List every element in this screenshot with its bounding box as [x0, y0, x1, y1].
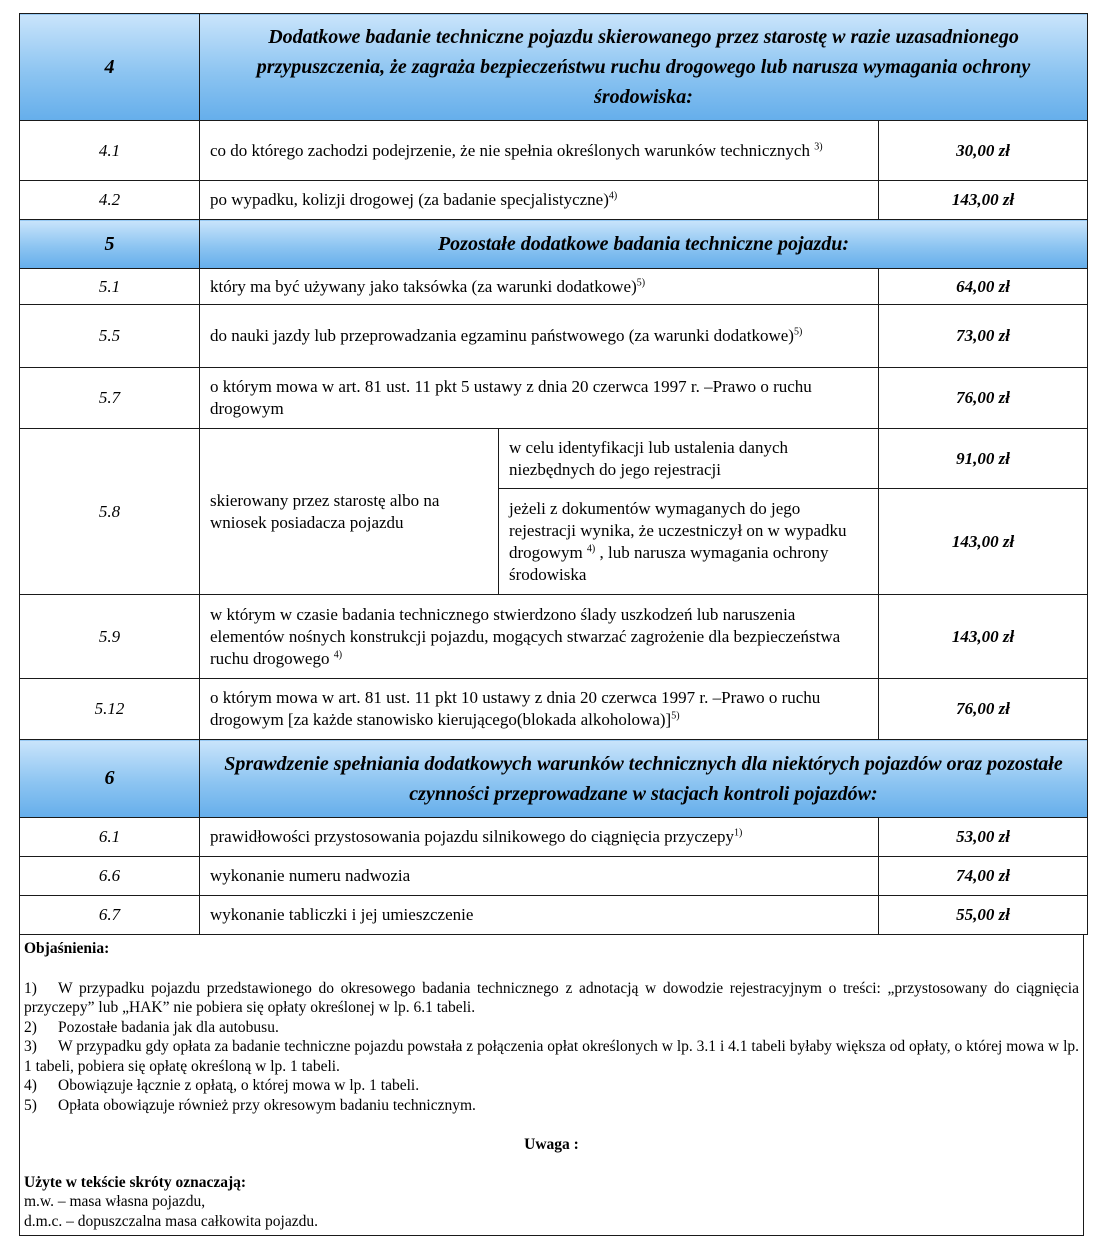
footnote-ref: 1)	[734, 827, 743, 839]
footnote-ref: 3)	[814, 140, 823, 152]
note-item: 1) W przypadku pojazdu przedstawionego do okresowego badania technicznego z adnotacją w dowodzie rejestracyjnym o treści: „przystosowany do ciągnięcia przyczepy” lub „HAK” nie pobiera się opłaty określonej w lp. 6.1 tabeli.	[24, 979, 1079, 1016]
footnote-ref: 5)	[636, 276, 646, 288]
item-number: 5.8	[20, 429, 200, 595]
section-number: 4	[20, 14, 200, 121]
item-price: 143,00 zł	[879, 181, 1088, 220]
item-description: skierowany przez starostę albo na wniosek posiadacza pojazdu	[200, 429, 499, 595]
abbreviations-heading: Użyte w tekście skróty oznaczają:	[24, 1173, 247, 1191]
table-row	[20, 896, 1088, 935]
section-number: 5	[20, 220, 200, 269]
item-number: 6.7	[20, 896, 200, 935]
item-price: 73,00 zł	[879, 305, 1088, 368]
item-price: 74,00 zł	[879, 857, 1088, 896]
item-price: 55,00 zł	[879, 896, 1088, 935]
item-price: 30,00 zł	[879, 121, 1088, 181]
item-description: do nauki jazdy lub przeprowadzania egzaminu państwowego (za warunki dodatkowe)$^{5)}$	[200, 305, 879, 368]
item-price: 64,00 zł	[879, 269, 1088, 305]
table-row	[20, 368, 1088, 429]
section-header	[20, 14, 1088, 121]
item-description: wykonanie tabliczki i jej umieszczenie	[200, 896, 879, 935]
item-number: 4.2	[20, 181, 200, 220]
table-row	[20, 857, 1088, 896]
item-number: 4.1	[20, 121, 200, 181]
note-item: 4) Obowiązuje łącznie z opłatą, o której mowa w lp. 1 tabeli.	[24, 1077, 420, 1094]
footnote-ref: 5)	[793, 326, 803, 338]
section-header	[20, 220, 1088, 269]
footnote-ref: 5)	[671, 710, 680, 722]
item-description: po wypadku, kolizji drogowej (za badanie specjalistyczne)$^{4)}$	[200, 181, 879, 220]
footnote-ref: 4)	[333, 648, 343, 660]
sub-item-description: jeżeli z dokumentów wymaganych do jego rejestracji wynika, że uczestniczył on w wypadku drogowym $^{4)}$ , lub narusza wymagania ochrony środowiska	[499, 489, 879, 595]
table-row	[20, 305, 1088, 368]
footnote-ref: 4)	[608, 190, 618, 202]
item-number: 5.12	[20, 679, 200, 740]
item-description: prawidłowości przystosowania pojazdu silnikowego do ciągnięcia przyczepy$^{1)}$	[200, 818, 879, 857]
notes-heading: Objaśnienia:	[24, 940, 110, 957]
note-item: 3) W przypadku gdy opłata za badanie techniczne pojazdu powstała z połączenia opłat określonych w lp. 3.1 i 4.1 tabeli byłaby większa od opłaty, o której mowa w lp. 1 tabeli, pobiera się opłatę określoną w lp. 1 tabeli.	[24, 1038, 1079, 1075]
notes-box	[19, 935, 1084, 1236]
item-number: 5.1	[20, 269, 200, 305]
fee-document	[19, 13, 1087, 1236]
abbreviation-item: d.m.c. – dopuszczalna masa całkowita pojazdu.	[24, 1212, 318, 1230]
section-header	[20, 740, 1088, 818]
item-description: o którym mowa w art. 81 ust. 11 pkt 10 ustawy z dnia 20 czerwca 1997 r. –Prawo o ruchu drogowym [za każde stanowisko kierującego(blokada alkoholowa)]$^{5)}$	[200, 679, 879, 740]
item-price: 143,00 zł	[879, 489, 1088, 595]
table-row	[20, 679, 1088, 740]
item-price: 143,00 zł	[879, 595, 1088, 679]
item-description: o którym mowa w art. 81 ust. 11 pkt 5 ustawy z dnia 20 czerwca 1997 r. –Prawo o ruchu drogowym	[200, 368, 879, 429]
item-description: wykonanie numeru nadwozia	[200, 857, 879, 896]
sub-item-description: w celu identyfikacji lub ustalenia danych niezbędnych do jego rejestracji	[499, 429, 879, 489]
item-description: który ma być używany jako taksówka (za warunki dodatkowe)$^{5)}$	[200, 269, 879, 305]
section-title: Pozostałe dodatkowe badania techniczne pojazdu:	[200, 220, 1088, 269]
fee-table	[19, 13, 1088, 935]
remark-heading: Uwaga :	[524, 1136, 579, 1153]
item-price: 76,00 zł	[879, 368, 1088, 429]
item-number: 5.9	[20, 595, 200, 679]
item-price: 76,00 zł	[879, 679, 1088, 740]
item-number: 5.5	[20, 305, 200, 368]
table-row	[20, 181, 1088, 220]
section-title: Sprawdzenie spełniania dodatkowych warunków technicznych dla niektórych pojazdów oraz pozostałe czynności przeprowadzane w stacjach kontroli pojazdów:	[200, 740, 1088, 818]
abbreviation-item: m.w. – masa własna pojazdu,	[24, 1193, 206, 1210]
section-number: 6	[20, 740, 200, 818]
item-description: co do którego zachodzi podejrzenie, że nie spełnia określonych warunków technicznych $^{3)}$	[200, 121, 879, 181]
table-row	[20, 121, 1088, 181]
item-number: 6.1	[20, 818, 200, 857]
section-title: Dodatkowe badanie techniczne pojazdu skierowanego przez starostę w razie uzasadnionego przypuszczenia, że zagraża bezpieczeństwu ruchu drogowego lub narusza wymagania ochrony środowiska:	[200, 14, 1088, 121]
table-row	[20, 429, 1088, 489]
item-price: 53,00 zł	[879, 818, 1088, 857]
footnote-ref: 4)	[586, 542, 596, 554]
note-item: 5) Opłata obowiązuje również przy okresowym badaniu technicznym.	[24, 1096, 476, 1114]
item-number: 5.7	[20, 368, 200, 429]
item-description: w którym w czasie badania technicznego stwierdzono ślady uszkodzeń lub naruszenia elementów nośnych konstrukcji pojazdu, mogących stwarzać zagrożenie dla bezpieczeństwa ruchu drogowego $^{4)}$	[200, 595, 879, 679]
table-row	[20, 818, 1088, 857]
table-row	[20, 595, 1088, 679]
item-number: 6.6	[20, 857, 200, 896]
note-item: 2) Pozostałe badania jak dla autobusu.	[24, 1018, 279, 1036]
item-price: 91,00 zł	[879, 429, 1088, 489]
table-row	[20, 269, 1088, 305]
